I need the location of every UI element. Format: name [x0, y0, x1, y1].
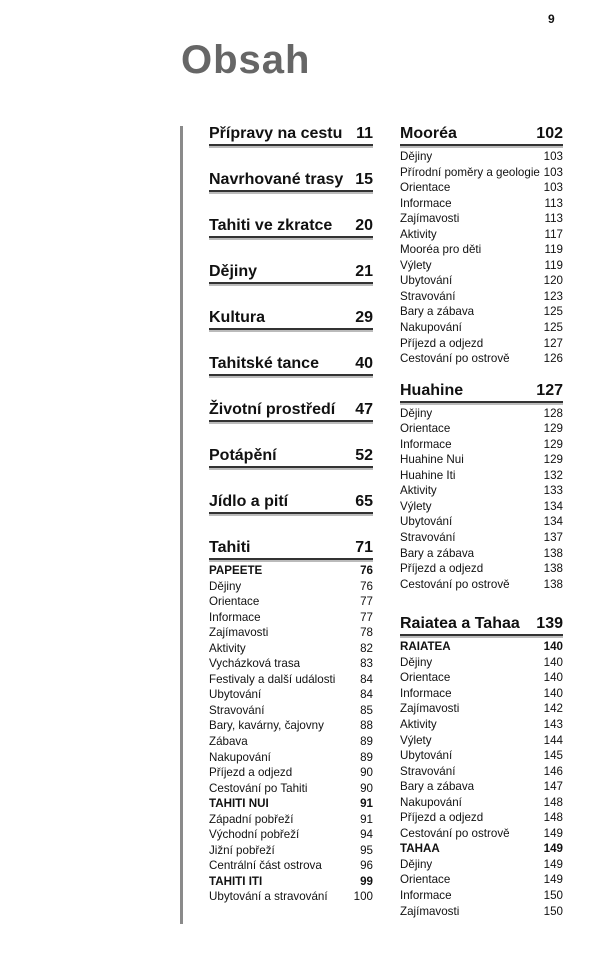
entry-page: 83 [360, 657, 373, 671]
entry-page: 113 [544, 196, 563, 210]
toc-entry[interactable] [400, 686, 563, 702]
entry-page: 95 [360, 843, 373, 857]
entry-label: Aktivity [400, 717, 437, 731]
section-title: Mooréa [400, 125, 457, 142]
entry-page: 132 [543, 468, 563, 482]
entry-label: Centrální část ostrova [209, 859, 322, 873]
entry-page: 77 [360, 610, 373, 624]
entry-page: 144 [543, 733, 563, 747]
toc-entry[interactable] [400, 468, 563, 484]
entry-page: 91 [360, 797, 373, 811]
section-title: Huahine [400, 381, 464, 399]
section-title: Tahiti ve zkratce [209, 217, 333, 234]
entry-page: 94 [360, 828, 373, 842]
subsection-entry[interactable] [400, 841, 563, 857]
entry-label: Ubytování [400, 274, 453, 288]
toc-entry[interactable] [400, 546, 563, 562]
toc-entry[interactable] [400, 351, 563, 367]
entry-page: 117 [544, 227, 563, 241]
entry-page: 85 [360, 703, 373, 717]
section-title: Raiatea a Tahaa [400, 615, 520, 633]
entry-page: 138 [543, 577, 563, 591]
entry-list [209, 563, 373, 905]
entry-label: Informace [400, 196, 452, 210]
section-title: Tahitské tance [209, 355, 319, 372]
toc-entry[interactable] [209, 703, 373, 719]
toc-entry[interactable] [400, 888, 563, 904]
toc-entry[interactable] [209, 889, 373, 905]
section-tahiti [209, 536, 373, 905]
entry-page: 129 [543, 437, 563, 451]
entry-page: 126 [543, 352, 563, 366]
section-page: 52 [355, 447, 373, 464]
entry-page: 78 [360, 626, 373, 640]
section-page: 11 [356, 125, 373, 142]
toc-entry[interactable] [400, 748, 563, 764]
entry-label: Nakupování [209, 750, 271, 764]
toc-entry[interactable] [209, 594, 373, 610]
entry-page: 148 [543, 811, 563, 825]
entry-page: 125 [543, 305, 563, 319]
entry-label: Zajímavosti [400, 702, 460, 716]
section-heading[interactable] [209, 260, 373, 284]
entry-label: Nakupování [400, 321, 462, 335]
entry-label: Huahine Nui [400, 453, 464, 467]
section-heading[interactable] [209, 398, 373, 422]
entry-page: 123 [543, 289, 563, 303]
entry-label: Cestování po ostrově [400, 352, 510, 366]
section-page: 65 [355, 493, 373, 510]
entry-page: 84 [360, 688, 373, 702]
entry-label: Informace [400, 686, 452, 700]
toc-entry[interactable] [400, 149, 563, 165]
entry-page: 140 [543, 686, 563, 700]
section-page: 40 [355, 355, 373, 372]
entry-page: 138 [543, 546, 563, 560]
entry-page: 113 [544, 212, 563, 226]
toc-entry[interactable] [400, 499, 563, 515]
entry-label: Východní pobřeží [209, 828, 300, 842]
toc-entry[interactable] [400, 421, 563, 437]
section-page: 127 [536, 381, 563, 399]
entry-label: TAHITI NUI [209, 797, 269, 811]
entry-page: 100 [353, 890, 373, 904]
entry-label: Zajímavosti [400, 212, 460, 226]
entry-page: 103 [543, 150, 563, 163]
entry-page: 149 [543, 857, 563, 871]
toc-entry[interactable] [400, 258, 563, 274]
entry-page: 103 [543, 181, 563, 195]
section-title: Tahiti [209, 539, 251, 556]
entry-label: Příjezd a odjezd [209, 766, 293, 780]
toc-entry[interactable] [400, 273, 563, 289]
toc-entry[interactable] [400, 764, 563, 780]
entry-page: 125 [543, 321, 563, 335]
entry-label: Nakupování [400, 795, 462, 809]
section-page: 20 [355, 217, 373, 234]
toc-entry[interactable] [209, 672, 373, 688]
toc-entry[interactable] [209, 843, 373, 859]
toc-entry[interactable] [400, 227, 563, 243]
section-huahine [400, 379, 563, 593]
entry-page: 150 [543, 904, 563, 918]
entry-page: 91 [360, 812, 373, 826]
entry-page: 148 [543, 795, 563, 809]
section-heading[interactable] [400, 379, 563, 403]
section-title: Přípravy na cestu [209, 125, 343, 142]
entry-label: Cestování po ostrově [400, 577, 510, 591]
entry-page: 90 [360, 766, 373, 780]
subsection-entry[interactable] [209, 874, 373, 890]
entry-label: Stravování [400, 764, 456, 778]
section-page: 139 [536, 615, 563, 633]
section-title: Kultura [209, 309, 265, 326]
entry-page: 127 [543, 336, 563, 350]
toc-entry[interactable] [400, 655, 563, 671]
toc-entry[interactable] [400, 904, 563, 920]
entry-page: 103 [543, 165, 563, 179]
toc-entry[interactable] [209, 765, 373, 781]
entry-label: Aktivity [400, 227, 437, 241]
toc-entry[interactable] [209, 610, 373, 626]
main-sections [209, 122, 373, 514]
entry-label: Dějiny [209, 579, 242, 593]
entry-page: 142 [543, 702, 563, 716]
entry-label: Cestování po ostrově [400, 826, 510, 840]
section-heading[interactable] [209, 168, 373, 192]
entry-label: Cestování po Tahiti [209, 781, 308, 795]
entry-page: 120 [543, 274, 563, 288]
section-heading[interactable] [209, 352, 373, 376]
entry-page: 147 [543, 780, 563, 794]
toc-entry[interactable] [400, 437, 563, 453]
entry-label: Stravování [400, 289, 456, 303]
toc-entry[interactable] [400, 211, 563, 227]
entry-label: Orientace [400, 181, 451, 195]
entry-list [400, 639, 563, 919]
entry-page: 88 [360, 719, 373, 733]
entry-label: Ubytování [400, 515, 453, 529]
toc-entry[interactable] [209, 641, 373, 657]
spacer [400, 367, 563, 379]
toc-entry[interactable] [209, 750, 373, 766]
entry-label: RAIATEA [400, 640, 451, 654]
entry-label: Informace [209, 610, 261, 624]
subsection-entry[interactable] [400, 639, 563, 655]
toc-entry[interactable] [209, 812, 373, 828]
toc-entry[interactable] [400, 165, 563, 181]
entry-label: Příjezd a odjezd [400, 562, 484, 576]
entry-page: 119 [544, 243, 563, 257]
section-heading[interactable] [209, 306, 373, 330]
entry-page: 128 [543, 406, 563, 420]
section-heading[interactable] [209, 490, 373, 514]
toc-entry[interactable] [209, 858, 373, 874]
margin-rule [180, 126, 183, 924]
entry-label: Orientace [400, 873, 451, 887]
entry-page: 137 [543, 531, 563, 545]
toc-entry[interactable] [400, 180, 563, 196]
entry-page: 134 [543, 515, 563, 529]
toc-entry[interactable] [400, 872, 563, 888]
entry-label: Zábava [209, 735, 248, 749]
toc-entry[interactable] [400, 514, 563, 530]
entry-label: Ubytování [209, 688, 262, 702]
entry-label: Dějiny [400, 655, 433, 669]
entry-label: Aktivity [400, 484, 437, 498]
section-title: Životní prostředí [209, 401, 336, 418]
toc-entry[interactable] [400, 577, 563, 593]
toc-right-column [400, 122, 563, 919]
entry-page: 76 [360, 579, 373, 593]
entry-page: 129 [543, 453, 563, 467]
toc-entry[interactable] [400, 733, 563, 749]
entry-label: Jižní pobřeží [209, 843, 275, 857]
toc-entry[interactable] [400, 857, 563, 873]
entry-page: 134 [543, 499, 563, 513]
entry-label: Západní pobřeží [209, 812, 294, 826]
entry-label: Mooréa pro děti [400, 243, 482, 257]
entry-label: Vycházková trasa [209, 657, 301, 671]
entry-page: 76 [360, 564, 373, 577]
entry-label: Přírodní poměry a geologie [400, 165, 540, 179]
entry-page: 146 [543, 764, 563, 778]
section-heading[interactable] [209, 536, 373, 560]
section-moorea [400, 122, 563, 367]
entry-label: Ubytování [400, 749, 453, 763]
entry-label: TAHITI ITI [209, 874, 263, 888]
entry-label: Výlety [400, 258, 432, 272]
entry-page: 89 [360, 735, 373, 749]
page-title: Obsah [181, 38, 311, 82]
entry-page: 150 [543, 888, 563, 902]
section-title: Navrhované trasy [209, 171, 344, 188]
entry-label: Bary a zábava [400, 546, 475, 560]
entry-label: Zajímavosti [400, 904, 460, 918]
toc-entry[interactable] [400, 826, 563, 842]
toc-entry[interactable] [400, 452, 563, 468]
entry-page: 149 [543, 842, 563, 856]
entry-page: 96 [360, 859, 373, 873]
entry-page: 77 [360, 595, 373, 609]
toc-entry[interactable] [400, 336, 563, 352]
section-page: 29 [355, 309, 373, 326]
entry-page: 90 [360, 781, 373, 795]
entry-list [400, 406, 563, 593]
section-heading[interactable] [400, 122, 563, 146]
entry-page: 149 [543, 873, 563, 887]
entry-label: PAPEETE [209, 564, 263, 577]
entry-label: Ubytování a stravování [209, 890, 328, 904]
entry-label: Informace [400, 437, 452, 451]
entry-page: 119 [544, 258, 563, 272]
entry-label: Výlety [400, 733, 432, 747]
subsection-entry[interactable] [209, 563, 373, 579]
entry-label: Dějiny [400, 150, 433, 163]
entry-label: TAHAA [400, 842, 440, 856]
entry-label: Aktivity [209, 641, 246, 655]
entry-list [400, 149, 563, 367]
entry-label: Zajímavosti [209, 626, 269, 640]
entry-page: 140 [543, 655, 563, 669]
toc-entry[interactable] [400, 289, 563, 305]
toc-entry[interactable] [209, 734, 373, 750]
entry-page: 129 [543, 422, 563, 436]
toc-entry[interactable] [209, 781, 373, 797]
toc-entry[interactable] [400, 320, 563, 336]
entry-label: Orientace [400, 671, 451, 685]
entry-label: Stravování [209, 703, 265, 717]
section-heading[interactable] [209, 444, 373, 468]
toc-entry[interactable] [400, 483, 563, 499]
toc-entry[interactable] [209, 656, 373, 672]
toc-entry[interactable] [400, 196, 563, 212]
section-title: Jídlo a pití [209, 493, 289, 510]
entry-page: 140 [543, 640, 563, 654]
section-page: 102 [536, 125, 563, 142]
toc-entry[interactable] [400, 795, 563, 811]
toc-entry[interactable] [400, 670, 563, 686]
section-heading[interactable] [209, 214, 373, 238]
section-raiatea [400, 612, 563, 919]
entry-page: 140 [543, 671, 563, 685]
toc-entry[interactable] [400, 701, 563, 717]
entry-label: Orientace [400, 422, 451, 436]
entry-label: Festivaly a další události [209, 672, 336, 686]
toc-entry[interactable] [400, 810, 563, 826]
toc-entry[interactable] [209, 827, 373, 843]
toc-left-column [209, 122, 373, 905]
toc-entry[interactable] [400, 530, 563, 546]
entry-page: 133 [543, 484, 563, 498]
entry-label: Výlety [400, 499, 432, 513]
entry-label: Dějiny [400, 857, 433, 871]
toc-entry[interactable] [209, 687, 373, 703]
entry-label: Stravování [400, 531, 456, 545]
entry-label: Dějiny [400, 406, 433, 420]
toc-entry[interactable] [400, 717, 563, 733]
section-heading[interactable] [209, 122, 373, 146]
toc-entry[interactable] [400, 304, 563, 320]
toc-entry[interactable] [400, 406, 563, 422]
toc-entry[interactable] [400, 779, 563, 795]
toc-entry[interactable] [400, 242, 563, 258]
section-page: 15 [355, 171, 373, 188]
section-title: Potápění [209, 447, 277, 464]
section-page: 21 [355, 263, 373, 280]
entry-label: Huahine Iti [400, 468, 456, 482]
entry-page: 89 [360, 750, 373, 764]
spacer [400, 592, 563, 612]
entry-label: Bary, kavárny, čajovny [209, 719, 324, 733]
section-title: Dějiny [209, 263, 258, 280]
section-page: 71 [355, 539, 373, 556]
toc-entry[interactable] [209, 718, 373, 734]
entry-page: 99 [360, 874, 373, 888]
toc-entry[interactable] [209, 579, 373, 595]
entry-label: Informace [400, 888, 452, 902]
entry-page: 82 [360, 641, 373, 655]
section-heading[interactable] [400, 612, 563, 636]
entry-label: Bary a zábava [400, 780, 475, 794]
page-number: 9 [548, 12, 555, 26]
entry-label: Příjezd a odjezd [400, 811, 484, 825]
entry-page: 149 [543, 826, 563, 840]
entry-label: Bary a zábava [400, 305, 475, 319]
subsection-entry[interactable] [209, 796, 373, 812]
entry-page: 84 [360, 672, 373, 686]
entry-page: 145 [543, 749, 563, 763]
entry-page: 138 [543, 562, 563, 576]
entry-label: Příjezd a odjezd [400, 336, 484, 350]
toc-entry[interactable] [400, 561, 563, 577]
entry-page: 143 [543, 717, 563, 731]
toc-entry[interactable] [209, 625, 373, 641]
section-page: 47 [355, 401, 373, 418]
entry-label: Orientace [209, 595, 260, 609]
